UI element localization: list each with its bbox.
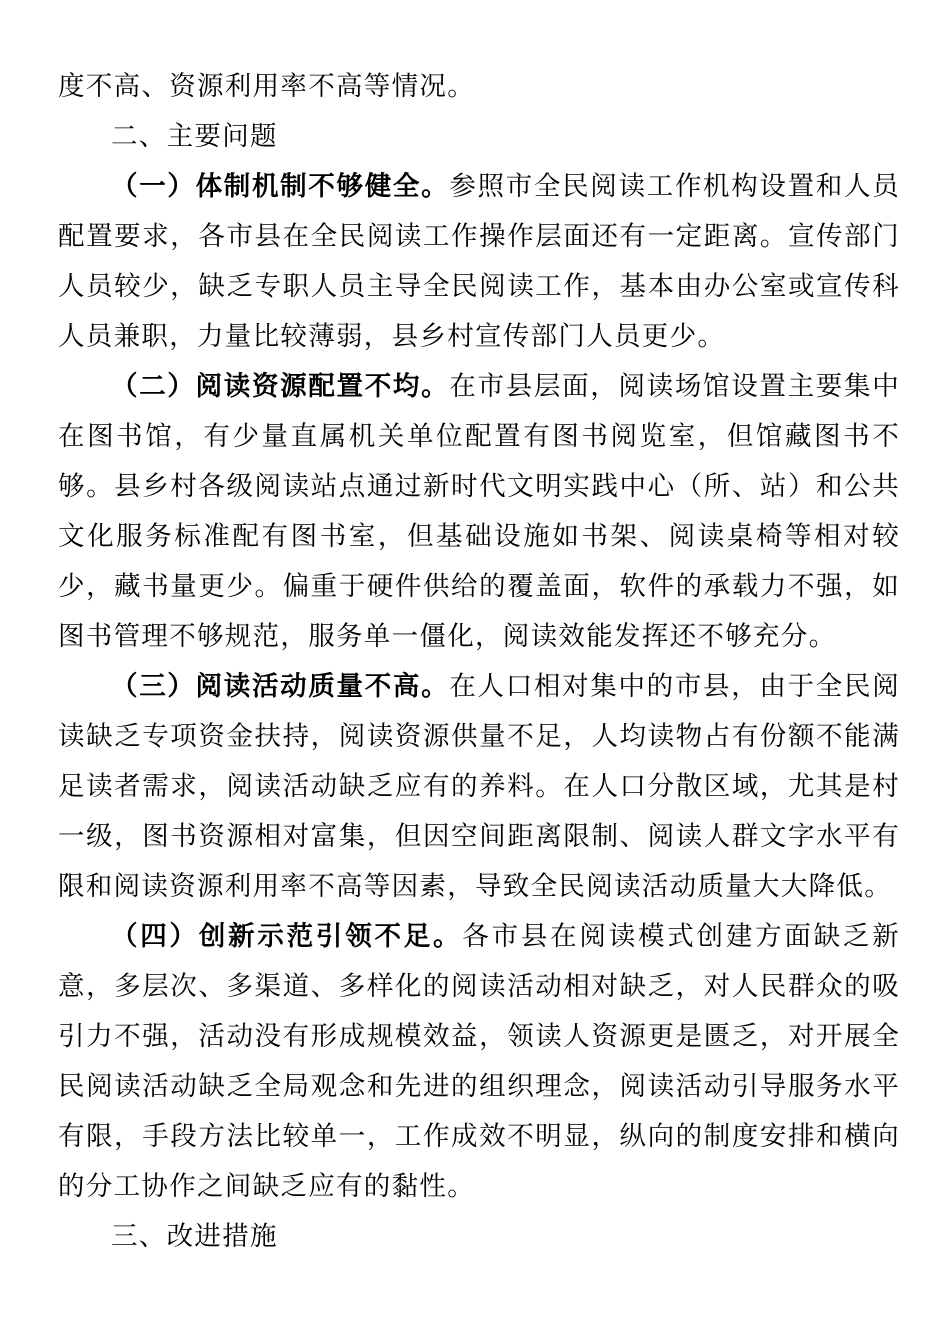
problem-lead-2: （二）阅读资源配置不均。: [111, 371, 450, 402]
problem-paragraph-3: [58, 662, 900, 912]
section-heading-main-problems: 二、主要问题: [111, 121, 278, 152]
section-heading-improvements: 三、改进措施: [111, 1221, 278, 1252]
problem-paragraph-4: [58, 912, 900, 1212]
problem-lead-1: （一）体制机制不够健全。: [111, 171, 450, 202]
problem-lead-4: （四）创新示范引领不足。: [111, 921, 463, 952]
problem-text-2: 在市县层面，阅读场馆设置主要集中在图书馆，有少量直属机关单位配置有图书阅览室，但馆藏图书不够。县乡村各级阅读站点通过新时代文明实践中心（所、站）和公共文化服务标准配有图书室，但基础设施如书架、阅读桌椅等相对较少，藏书量更少。偏重于硬件供给的覆盖面，软件的承载力不强，如图书管理不够规范，服务单一僵化，阅读效能发挥还不够充分。: [58, 371, 900, 652]
problem-text-3: 在人口相对集中的市县，由于全民阅读缺乏专项资金扶持，阅读资源供量不足，人均读物占有份额不能满足读者需求，阅读活动缺乏应有的养料。在人口分散区域，尤其是村一级，图书资源相对富集，但因空间距离限制、阅读人群文字水平有限和阅读资源利用率不高等因素，导致全民阅读活动质量大大降低。: [58, 671, 900, 902]
document-page: [58, 62, 900, 1262]
problem-paragraph-1: [58, 162, 900, 362]
problem-lead-3: （三）阅读活动质量不高。: [111, 671, 450, 702]
intro-tail-paragraph: 度不高、资源利用率不高等情况。: [58, 71, 475, 102]
problem-text-4: 各市县在阅读模式创建方面缺乏新意，多层次、多渠道、多样化的阅读活动相对缺乏，对人民群众的吸引力不强，活动没有形成规模效益，领读人资源更是匮乏，对开展全民阅读活动缺乏全局观念和先进的组织理念，阅读活动引导服务水平有限，手段方法比较单一，工作成效不明显，纵向的制度安排和横向的分工协作之间缺乏应有的黏性。: [58, 921, 900, 1202]
problem-text-1: 参照市全民阅读工作机构设置和人员配置要求，各市县在全民阅读工作操作层面还有一定距离。宣传部门人员较少，缺乏专职人员主导全民阅读工作，基本由办公室或宣传科人员兼职，力量比较薄弱，县乡村宣传部门人员更少。: [58, 171, 900, 352]
problem-paragraph-2: [58, 362, 900, 662]
